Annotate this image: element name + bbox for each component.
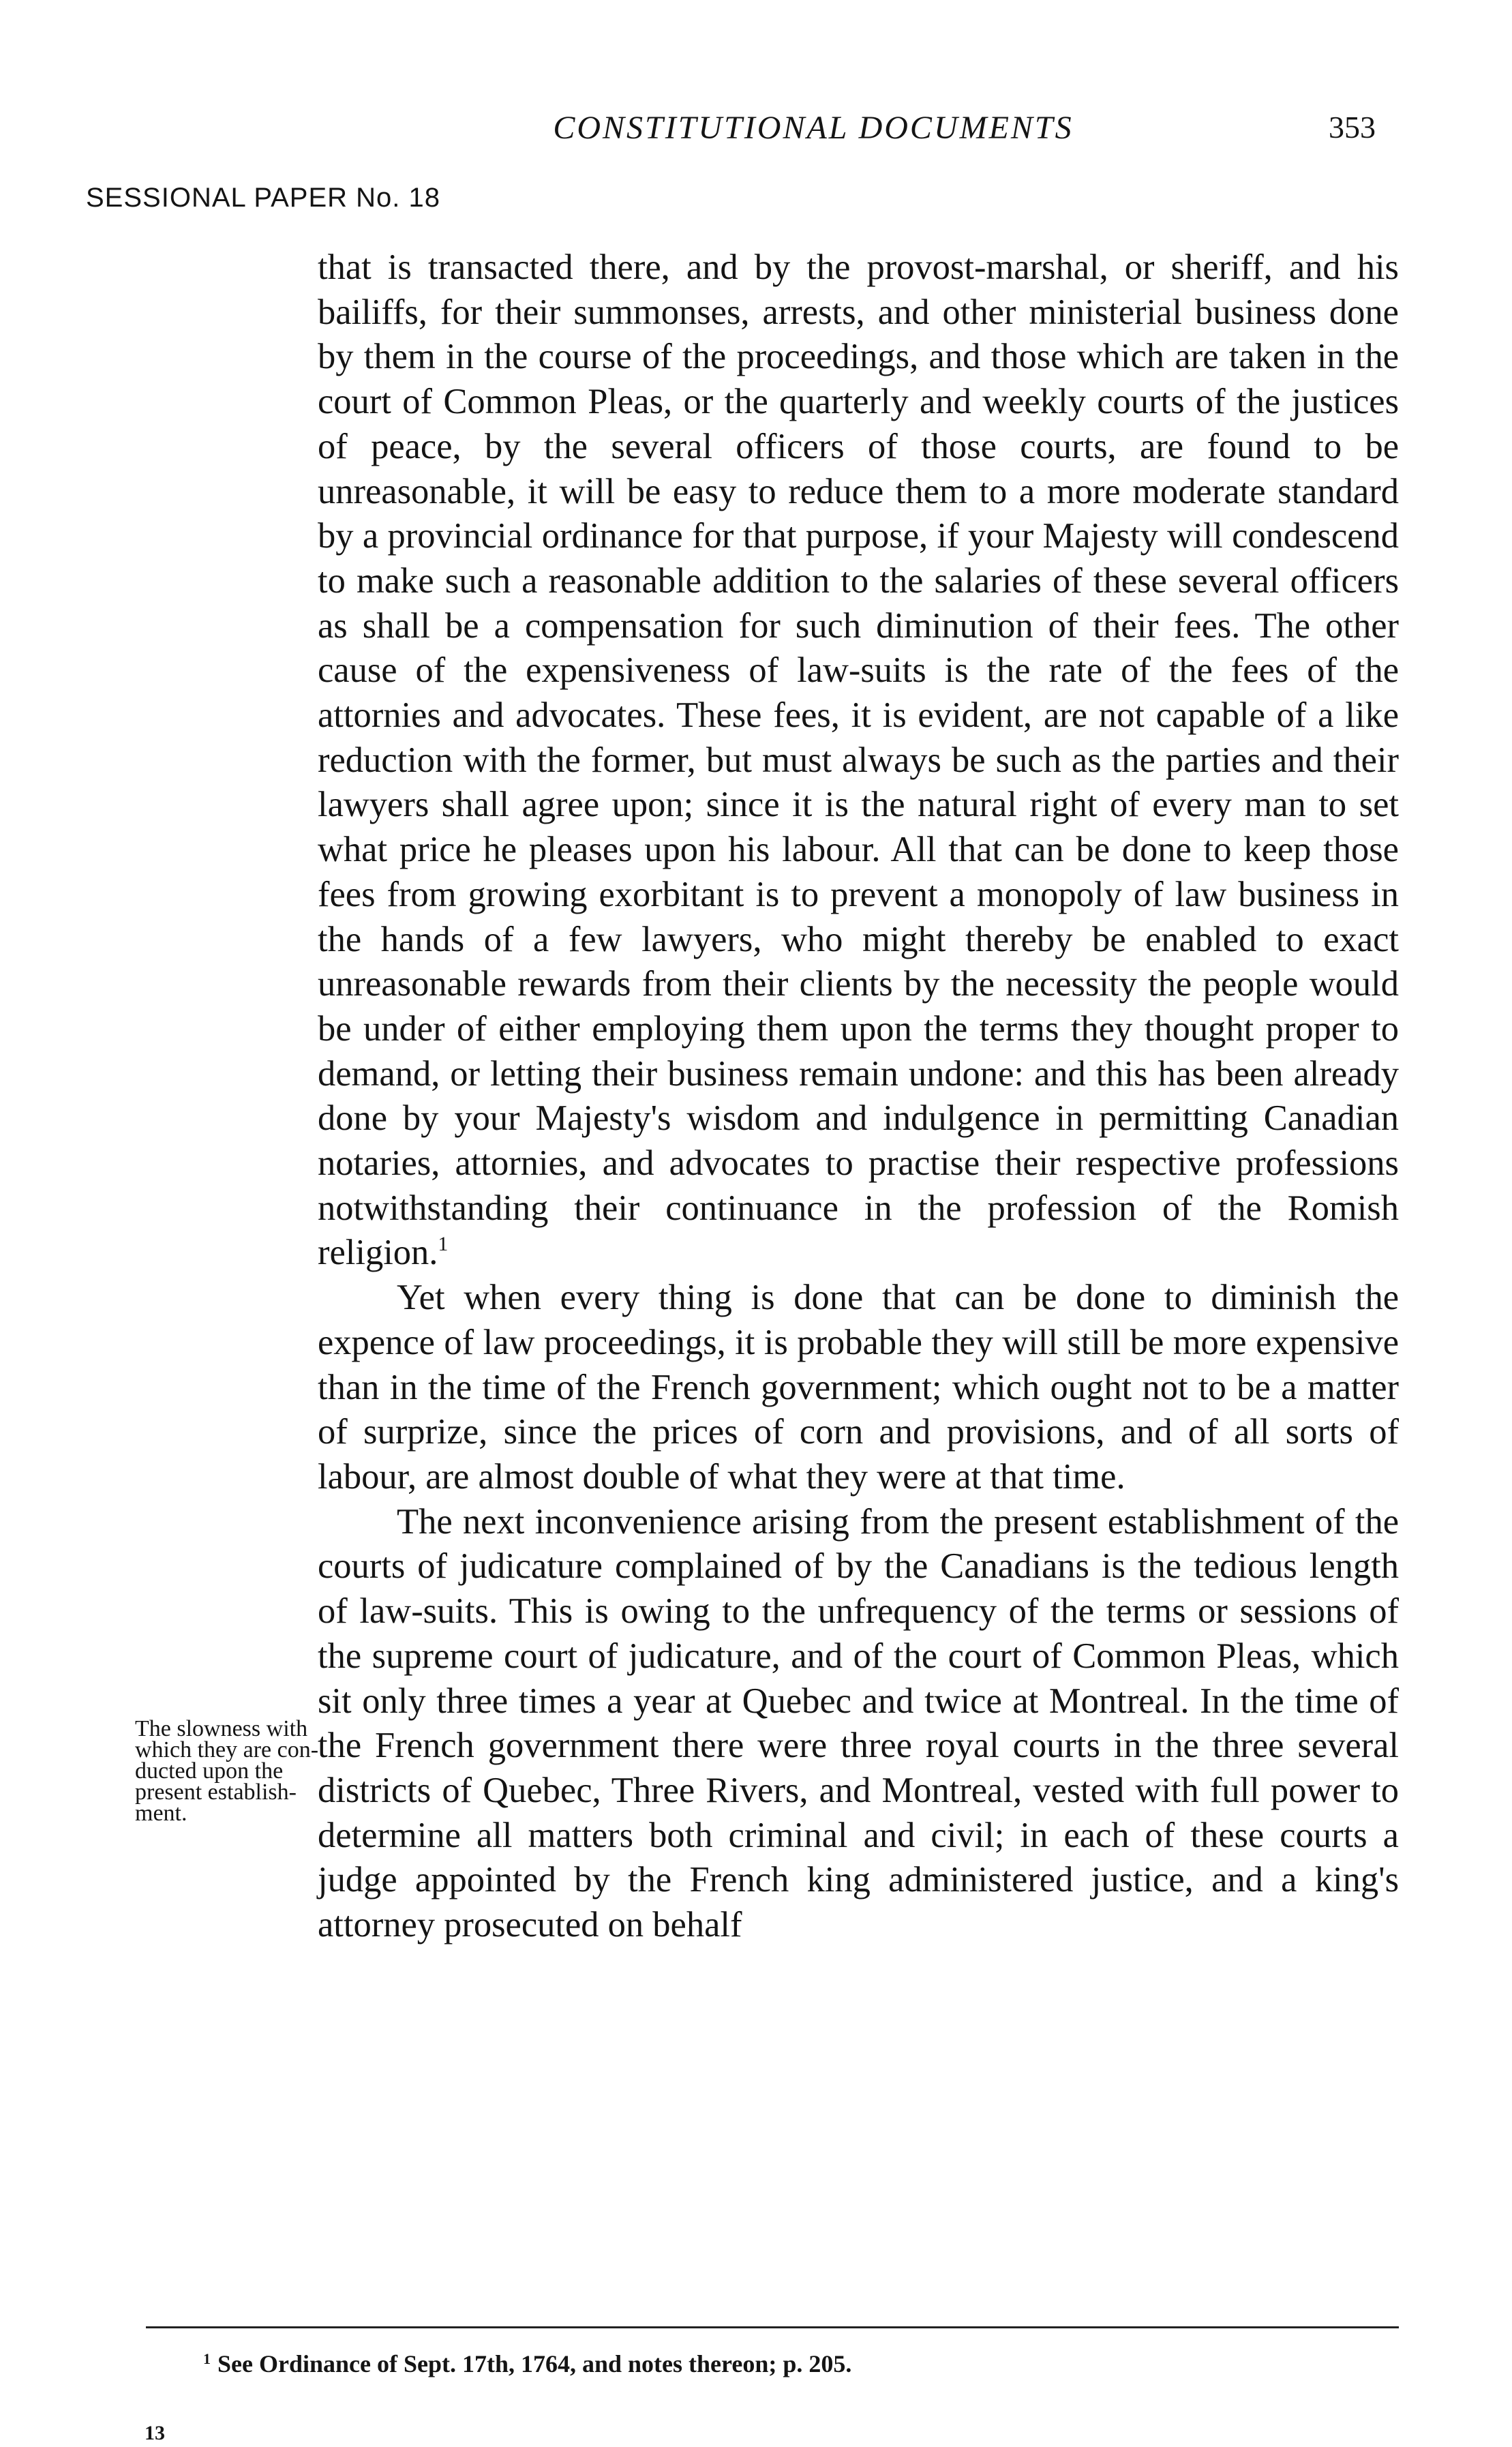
- footnote-marker: 1: [203, 2350, 211, 2367]
- running-title: CONSTITUTIONAL DOCUMENTS: [553, 110, 1074, 146]
- running-head: [319, 109, 1376, 150]
- page-number: 353: [1329, 110, 1376, 145]
- paragraph-3: The next inconvenience arising from the present establishment of the courts of judicature complained of by the Canadians is the tedious length of law-suits. This is owing to the unfrequency of the terms or sessions of the supreme court of judicature, and of the court of Common Pleas, which sit only three times a year at Quebec and twice at Montreal. In the time of the French government there were three royal courts in the three several districts of Quebec, Three Rivers, and Montreal, vested with full power to determine all matters both criminal and civil; in each of these courts a judge appointed by the French king administered justice, and a king's attorney prosecuted on behalf: [318, 1501, 1399, 1945]
- margin-note: The slowness with which they are conducted upon the present establishment.: [135, 1716, 319, 1826]
- paragraph-1: [318, 245, 1399, 1276]
- sessional-paper-label: SESSIONAL PAPER No. 18: [86, 183, 440, 213]
- footnote-reference: 1: [438, 1233, 449, 1256]
- footnote: [203, 2350, 851, 2378]
- footnote-text: See Ordinance of Sept. 17th, 1764, and notes thereon; p. 205.: [217, 2350, 852, 2377]
- paragraph-1-text: that is transacted there, and by the provost-marshal, or sheriff, and his bailiffs, for their summonses, arrests, and other ministerial business done by them in the course of the proceedings, and those which are taken in the court of Common Pleas, or the quarterly and weekly courts of the justices of peace, by the several officers of those courts, are found to be unreasonable, it will be easy to reduce them to a more moderate standard by a provincial ordinance for that purpose, if your Majesty will condescend to make such a reasonable addition to the salaries of these several officers as shall be a compensation for such diminution of their fees. The other cause of the expensiveness of law-suits is the rate of the fees of the attornies and advocates. These fees, it is evident, are not capable of a like reduction with the former, but must always be such as the parties and their lawyers shall agree upon; since it is the natural right of every man to set what price he pleases upon his labour. All that can be done to keep those fees from growing exorbitant is to prevent a monopoly of law business in the hands of a few lawyers, who might thereby be enabled to exact unreasonable rewards from their clients by the necessity the people would be under of either employing them upon the terms they thought proper to demand, or letting their business remain undone: and this has been already done by your Majesty's wisdom and indulgence in permitting Canadian notaries, attornies, and advocates to practise their respective professions notwithstanding their continuance in the profession of the Romish religion.: [318, 247, 1399, 1273]
- signature-mark: 13: [145, 2422, 165, 2444]
- paragraph-2: Yet when every thing is done that can be done to diminish the expence of law proceedings, it is probable they will still be more expensive than in the time of the French government; which ought not to be a matter of surprize, since the prices of corn and provisions, and of all sorts of labour, are almost double of what they were at that time.: [318, 1278, 1399, 1497]
- body-text: [318, 245, 1399, 1948]
- footnote-divider: [146, 2326, 1399, 2328]
